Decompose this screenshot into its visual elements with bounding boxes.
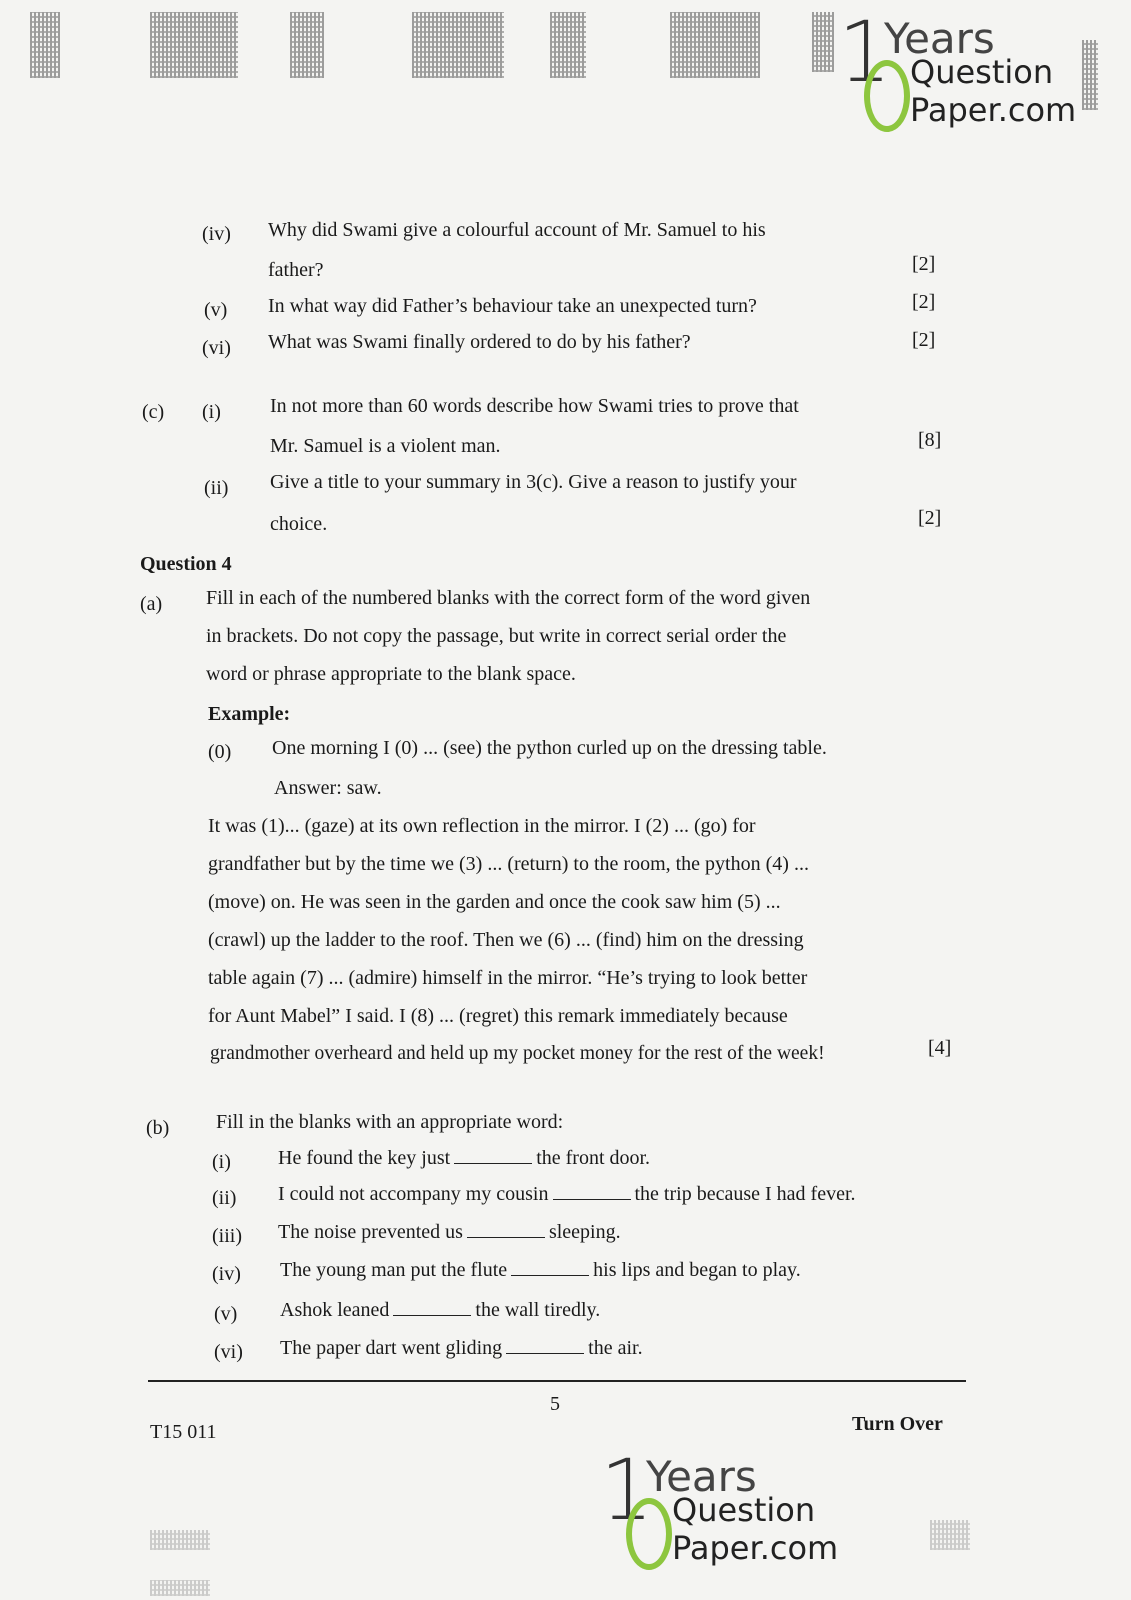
instruction-line: Fill in the blanks with an appropriate word: [216,1111,564,1133]
fill-blank-item [278,1182,856,1206]
marks: [8] [918,429,942,451]
passage-line: table again (7) ... (admire) himself in the mirror. “He’s trying to look better [208,967,808,989]
passage-line: grandmother overheard and held up my pocket money for the rest of the week! [210,1043,825,1064]
passage-line: for Aunt Mabel” I said. I (8) ... (regret) this remark immediately because [208,1005,788,1027]
fill-blank-item [278,1220,621,1244]
fill-blank-item [280,1258,801,1282]
page-number: 5 [550,1393,560,1415]
example-number: (0) [208,741,232,763]
fill-blank-item [280,1298,600,1322]
section-label: (b) [146,1117,170,1139]
section-label: (c) [142,401,165,423]
question-number: (i) [212,1151,231,1173]
question-number: (iii) [212,1225,242,1247]
question-text: Why did Swami give a colourful account of Mr. Samuel to his [268,219,766,241]
paper-code: T15 011 [150,1421,217,1443]
logo-question: Question [910,53,1054,91]
logo-digit-one: 1 [600,1441,654,1539]
item-text: The paper dart went gliding [280,1337,503,1359]
item-text: The young man put the flute [280,1259,508,1281]
answer-blank [553,1183,631,1200]
instruction-line: Fill in each of the numbered blanks with the correct form of the word given [206,587,811,609]
item-text: Ashok leaned [280,1299,390,1321]
logo-paper: Paper.com [672,1529,839,1567]
question-text: In what way did Father’s behaviour take an unexpected turn? [268,295,757,317]
fill-blank-item [280,1336,643,1360]
answer-blank [393,1299,471,1316]
site-logo-top [838,3,1078,136]
question-heading: Question 4 [140,553,232,575]
footer-divider [148,1380,966,1382]
question-text: Give a title to your summary in 3(c). Give a reason to justify your [270,471,797,493]
answer-blank [511,1259,589,1276]
item-text: He found the key just [278,1147,451,1169]
question-number: (vi) [214,1341,243,1363]
question-number: (vi) [202,337,231,359]
marks: [4] [928,1037,952,1059]
question-number: (v) [214,1303,238,1325]
example-answer: Answer: saw. [274,777,382,799]
question-text: father? [268,259,324,281]
example-text: One morning I (0) ... (see) the python curled up on the dressing table. [272,737,827,759]
item-text: the trip because I had fever. [634,1183,856,1205]
example-label: Example: [208,703,291,725]
answer-blank [454,1147,532,1164]
fill-blank-item [278,1146,650,1170]
logo-years: Years [646,1452,757,1501]
question-text: Mr. Samuel is a violent man. [270,435,501,457]
question-number: (ii) [212,1187,237,1209]
item-text: The noise prevented us [278,1221,463,1243]
passage-line: (move) on. He was seen in the garden and once the cook saw him (5) ... [208,891,781,913]
marks: [2] [912,291,936,313]
item-text: I could not accompany my cousin [278,1183,549,1205]
logo-question: Question [672,1491,816,1529]
item-text: sleeping. [548,1221,621,1243]
passage-line: (crawl) up the ladder to the roof. Then we (6) ... (find) him on the dressing [208,929,804,951]
question-number: (iv) [212,1263,241,1285]
logo-green-zero [626,1498,672,1570]
answer-blank [506,1337,584,1354]
item-text: his lips and began to play. [593,1259,801,1281]
logo-green-zero [864,60,910,132]
question-number: (iv) [202,223,231,245]
question-text: choice. [270,513,328,535]
answer-blank [467,1221,545,1238]
question-number: (v) [204,299,228,321]
logo-paper: Paper.com [910,91,1077,129]
item-text: the air. [588,1337,643,1359]
question-text: What was Swami finally ordered to do by his father? [268,331,691,353]
question-number: (ii) [204,477,229,499]
turn-over-note: Turn Over [852,1413,943,1435]
instruction-line: word or phrase appropriate to the blank space. [206,663,576,685]
item-text: the wall tiredly. [475,1299,601,1321]
question-number: (i) [202,401,221,423]
passage-line: grandfather but by the time we (3) ... (return) to the room, the python (4) ... [208,853,809,875]
marks: [2] [918,507,942,529]
question-text: In not more than 60 words describe how Swami tries to prove that [270,395,799,417]
section-label: (a) [140,593,163,615]
marks: [2] [912,329,936,351]
site-logo-bottom [600,1441,840,1574]
marks: [2] [912,253,936,275]
passage-line: It was (1)... (gaze) at its own reflection in the mirror. I (2) ... (go) for [208,815,756,837]
logo-digit-one: 1 [838,3,892,101]
logo-years: Years [884,14,995,63]
instruction-line: in brackets. Do not copy the passage, but write in correct serial order the [206,625,787,647]
item-text: the front door. [536,1147,651,1169]
